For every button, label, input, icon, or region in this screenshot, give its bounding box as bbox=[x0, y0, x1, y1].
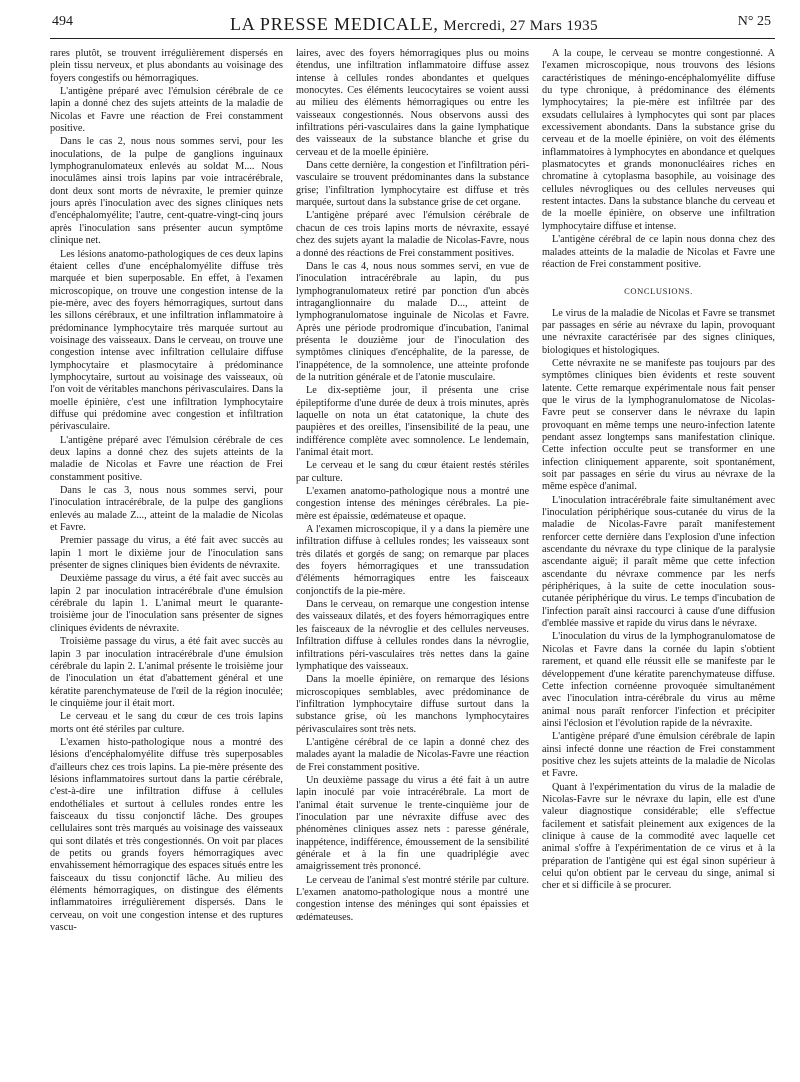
column-3 bbox=[542, 48, 775, 1072]
paragraph: Dans le cerveau, on remarque une congestion intense des vaisseaux dilatés, et des foyers hémorragiques entre les faisceaux de la névroglie et des cellules nerveuses. Infiltration diffuse à cellules rondes dans la névroglie, infiltrations péri-vasculaires très nettes dans la gaine lymphatique des vaisseaux. bbox=[296, 599, 529, 672]
paragraph: Dans le cas 4, nous nous sommes servi, en vue de l'inoculation intracérébrale au lapin, du pus lymphogranulomateux retiré par ponction d'un abcès intraganglionnaire du malade D..., atteint de lymphogranulomatose inguinale de Nicolas et Favre. Après une période prodromique d'incubation, l'animal présenta le douzième jour de l'inoculation des symptômes cliniques d'encéphalite, de la paresse, de l'inappétence, de la somnolence, une atteinte profonde de la nutrition générale et de l'atonie musculaire. bbox=[296, 260, 529, 383]
journal-page bbox=[50, 8, 775, 1074]
issue-date: Mercredi, 27 Mars 1935 bbox=[443, 18, 598, 34]
paragraph: Premier passage du virus, a été fait avec succès au lapin 1 mort le dixième jour de l'inoculation sans présenter de signes cliniques bien évidents de névraxite. bbox=[50, 535, 283, 572]
paragraph: Dans cette dernière, la congestion et l'infiltration péri-vasculaire se trouvent prédominantes dans la substance grise; l'infiltration lymphocytaire est diffuse et très marquée, surtout dans la substance grise de cet organe. bbox=[296, 160, 529, 209]
paragraph: L'examen anatomo-pathologique nous a montré une congestion intense des méninges cérébrales. La pie-mère est épaissie, œdémateuse et opaque. bbox=[296, 486, 529, 522]
page-header bbox=[50, 8, 775, 39]
paragraph: Dans le cas 3, nous nous sommes servi, pour l'inoculation intracérébrale, de la pulpe des ganglions enlevés au malade Z..., atteint de la maladie de Nicolas et Favre. bbox=[50, 485, 283, 534]
issue-number: N° 25 bbox=[737, 14, 771, 29]
paragraph: L'examen histo-pathologique nous a montré des lésions d'encéphalomyélite diffuse très superposables d'ailleurs chez ces trois lapins. La pie-mère présente des lésions inflammatoires surtout dans la partie cérébrale, c'est-à-dire une infiltration diffuse à cellules endothéliales et surtout à cellules rondes entre les faisceaux du tissu conjonctif lâche. Des groupes cellulaires sont très marqués au voisinage des vaisseaux qui sont dilatés et très congestionnés. On voit par places de petits ou grands foyers hémorragiques avec envahissement hémorragique des espaces situés entre les faisceaux du tissu conjonctif lâche. Au milieu des éléments hémorragiques, on distingue des éléments inflammatoires irrégulièrement dispersés. Dans le cerveau, on voit une congestion intense et des ruptures vascu- bbox=[50, 736, 283, 934]
column-1 bbox=[50, 48, 283, 1072]
paragraph: Troisième passage du virus, a été fait avec succès au lapin 3 par inoculation intracérébrale d'une émulsion cérébrale du lapin 2. L'animal présente le troisième jour de l'inoculation un état d'abattement général et une kératite parenchymateuse de l'œil de la région inoculée; le cinquième jour il était mort. bbox=[50, 636, 283, 709]
page-number: 494 bbox=[52, 14, 73, 29]
paragraph: A la coupe, le cerveau se montre congestionné. A l'examen microscopique, nous trouvons des lésions caractéristiques de méningo-encéphalomyélite diffuse du type chronique, à prédominance des éléments lymphocytaires; la pie-mère est infiltrée par des exsudats cellulaires à lymphocytes qui sont par places excessivement abondants. Dans la substance grise du cerveau et de la moelle épinière, on voit des éléments inflammatoires à lymphocytes en abondance et quelques plasmatocytes et grands mononucléaires riches en chromatine à cytoplasma basophile, au voisinage des cellules névrogliques ou des cellules nerveuses qui restent intactes. Dans la substance blanche du cerveau et de la moelle épinière, on observe une infiltration lymphocytaire diffuse et intense. bbox=[542, 48, 775, 232]
paragraph: laires, avec des foyers hémorragiques plus ou moins étendus, une infiltration inflammatoire diffuse assez intense à cellules rondes abondantes et quelques monocytes. Ces éléments leucocytaires se voient aussi au milieu des éléments hémorragiques ou entre les vaisseaux congestionnés. Nous observons aussi des infiltrations péri-vasculaires dans la gaine lymphatique des vaisseaux de la substance blanche et grise du cerveau et de la moelle épinière. bbox=[296, 48, 529, 158]
column-2 bbox=[296, 48, 529, 1072]
paragraph: L'antigène préparé avec l'émulsion cérébrale de chacun de ces trois lapins morts de névraxite, essayé chez des sujets ayant la maladie de Nicolas-Favre, nous a donné des réactions de Frei constamment positives. bbox=[296, 210, 529, 259]
paragraph: Le cerveau et le sang du cœur de ces trois lapins morts ont été stériles par culture. bbox=[50, 711, 283, 735]
paragraph: Cette névraxite ne se manifeste pas toujours par des symptômes cliniques bien évidents et reste souvent latente. Cette remarque expérimentale nous fait penser que le virus de la lymphogranulomatose de Nicolas-Favre peut se conserver dans le névraxe du lapin provoquant en même temps une neuro-infection latente pendant assez longtemps sans manifestation clinique. Cette infection occulte peut se transformer en une infection cliniquement apparente, soit spontanément, soit par passages en série du virus au névraxe de la même espèce d'animal. bbox=[542, 357, 775, 493]
paragraph: L'inoculation du virus de la lymphogranulomatose de Nicolas et Favre dans la cornée du lapin s'obtient rarement, et quand elle réussit elle se manifeste par le développement d'une kératite parenchymateuse diffuse. Cette infection cornéenne provoquée simultanément avec l'inoculation intra-cérébrale du virus au même animal nous paraît renforcer l'infection et précipiter ainsi l'éclosion et l'évolution rapide de la névraxite. bbox=[542, 631, 775, 729]
paragraph: L'antigène cérébral de ce lapin a donné chez des malades ayant la maladie de Nicolas-Favre une réaction de Frei constamment positive. bbox=[296, 736, 529, 773]
paragraph: Quant à l'expérimentation du virus de la maladie de Nicolas-Favre sur le névraxe du lapin, elle est d'une valeur diagnostique considérable; elle s'effectue facilement et satisfait pleinement aux exigences de la clinique à cause de la commodité avec laquelle cet animal s'offre à l'expérimentation de ce virus et à la préparation de l'antigène qui est égal sinon supérieur à celui qu'on obtient par le cerveau du singe, animal si cher et si difficile à se procurer. bbox=[542, 781, 775, 892]
paragraph: Le dix-septième jour, il présenta une crise épileptiforme d'une durée de deux à trois minutes, après laquelle on nota un état catatonique, la chute des paupières et des oreilles, l'insensibilité de la peau, une indifférence complète avec somnolence. Le lendemain, l'animal était mort. bbox=[296, 385, 529, 458]
paragraph: Dans le cas 2, nous nous sommes servi, pour les inoculations, de la pulpe de ganglions inguinaux lymphogranulomateux enlevés au soldat M.... Nous inoculâmes ainsi trois lapins par voie intracérébrale, dont deux sont morts de névraxite, le premier quinze jours après l'inoculation avec des signes cliniques nets d'encéphalomyélite; l'autre, cent-quatre-vingt-cinq jours après l'inoculation sans présenter aucun symptôme clinique net. bbox=[50, 136, 283, 247]
running-title bbox=[230, 14, 598, 35]
journal-title: LA PRESSE MEDICALE, bbox=[230, 14, 439, 34]
article-body bbox=[50, 48, 775, 1072]
paragraph: L'inoculation intracérébrale faite simultanément avec l'inoculation périphérique sous-cutanée du virus de la maladie de Nicolas-Favre paraît manifestement renforcer cette dernière dans l'explosion d'une infection ascendante du névraxe du type clinique de la paralysie ascendante aiguë; il paraît même que cette infection ascendante du névraxe commence par les nerfs périphériques, à la suite de cette inoculation sous-cutanée périphérique du virus. Le temps d'incubation de l'infection paraît ainsi raccourci à cause d'une diffusion d'emblée massive et rapide du virus dans le névraxe. bbox=[542, 494, 775, 630]
paragraph: Dans la moelle épinière, on remarque des lésions microscopiques semblables, avec prédominance de l'infiltration lymphocytaire diffuse surtout dans la substance grise, où les manchons lymphocytaires périvasculaires sont très nets. bbox=[296, 674, 529, 735]
paragraph: L'antigène préparé avec l'émulsion cérébrale de ce lapin a donné chez des sujets atteints de la maladie de Nicolas et Favre une réaction de Frei constamment positive. bbox=[50, 86, 283, 135]
paragraph: Les lésions anatomo-pathologiques de ces deux lapins étaient celles d'une encéphalomyélite diffuse très marquée et bien superposable. En effet, à l'examen microscopique, on trouve une congestion intense de la pie-mère, avec des foyers hémorragiques, surtout dans les sillons cérébraux, et une infiltration inflammatoire à prédominance lymphocytaire très marquée surtout au voisinage des vaisseaux. Dans le cerveau, on trouve une congestion intense avec infiltration cellulaire diffuse lymphocytaire et plasmocytaire à prédominance lymphocytaire, surtout au voisinage des vaisseaux, où l'on voit de véritables manchons périvasculaires. Dans la moelle épinière, c'est une infiltration lymphocytaire diffuse qui prédomine avec congestion et infiltration périvasculaire. bbox=[50, 248, 283, 433]
paragraph: rares plutôt, se trouvent irrégulièrement dispersés en plein tissu nerveux, et plus abondants au voisinage des foyers congestifs ou hémorragiques. bbox=[50, 48, 283, 84]
paragraph: Deuxième passage du virus, a été fait avec succès au lapin 2 par inoculation intracérébrale d'une émulsion cérébrale du lapin 1. L'animal meurt le quarante-troisième jour de l'inoculation sans présenter de signes cliniques évidents de névraxite. bbox=[50, 573, 283, 634]
paragraph: Le cerveau et le sang du cœur étaient restés stériles par culture. bbox=[296, 460, 529, 484]
paragraph: L'antigène cérébral de ce lapin nous donna chez des malades atteints de la maladie de Nicolas et Favre une réaction de Frei constamment positive. bbox=[542, 234, 775, 270]
paragraph: A l'examen microscopique, il y a dans la piemère une infiltration diffuse à cellules rondes; les vaisseaux sont très dilatés et gorgés de sang; on remarque par places des foyers hémorragiques et une transsudation d'éléments hémorragiques entre les faisceaux conjonctifs de la pie-mère. bbox=[296, 524, 529, 597]
paragraph: Le virus de la maladie de Nicolas et Favre se transmet par passages en série au névraxe du lapin, provoquant une névraxite caractérisée par des signes cliniques, biologiques et histologiques. bbox=[542, 307, 775, 356]
section-heading-conclusions: CONCLUSIONS. bbox=[624, 286, 693, 297]
paragraph: L'antigène préparé avec l'émulsion cérébrale de ces deux lapins a donné chez des sujets atteints de la maladie de Nicolas et Favre une réaction de Frei constamment positive. bbox=[50, 434, 283, 483]
paragraph: L'antigène préparé d'une émulsion cérébrale de lapin ainsi infecté donne une réaction de Frei constamment positive chez les sujets atteints de la maladie de Nicolas et Favre. bbox=[542, 731, 775, 780]
paragraph: Le cerveau de l'animal s'est montré stérile par culture. L'examen anatomo-pathologique nous a montré une congestion intense des méninges qui sont épaissies et œdémateuses. bbox=[296, 874, 529, 923]
paragraph: Un deuxième passage du virus a été fait à un autre lapin inoculé par voie intracérébrale. La mort de l'animal était survenue le trente-cinquième jour de l'inoculation par une névraxite diffuse avec des phénomènes cliniques assez nets : paresse générale, inappétence, indifférence, émoussement de la sensibilité générale et à la fin une quadriplégie avec amaigrissement très prononcé. bbox=[296, 774, 529, 873]
